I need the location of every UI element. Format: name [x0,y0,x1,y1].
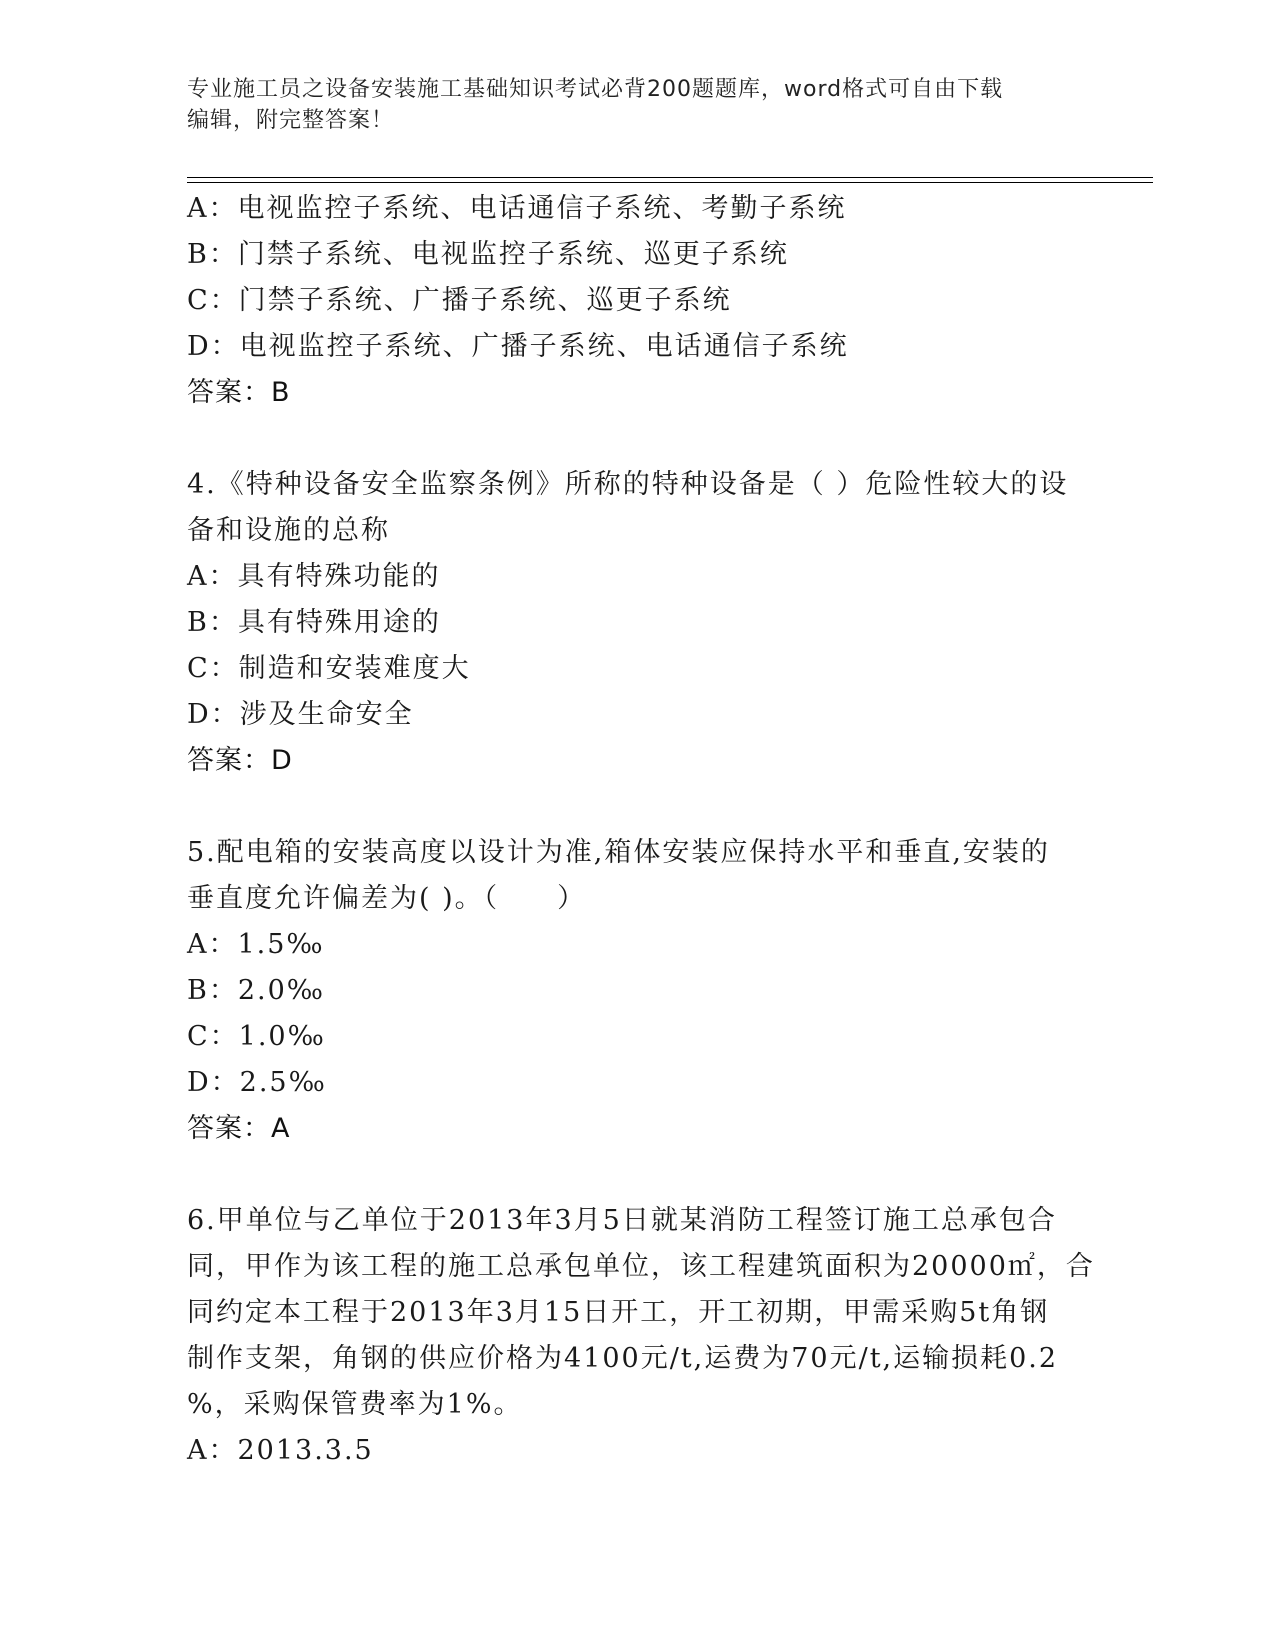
header-divider-bottom [187,182,1153,183]
q5-stem-line-1: 5.配电箱的安装高度以设计为准,箱体安装应保持水平和垂直,安装的 [187,837,1050,868]
q4-option-c: C：制造和安装难度大 [187,653,471,684]
q5-stem-line-2: 垂直度允许偏差为( )。（ ） [187,883,587,914]
q5-answer: 答案：A [187,1113,291,1144]
spacer [187,784,1087,830]
question-4 [187,462,1087,784]
question-6 [187,1198,1095,1474]
q5-option-d: D：2.5‰ [187,1067,327,1098]
document-header [187,74,1087,136]
header-title-line-2: 编辑，附完整答案！ [187,108,395,133]
question-5 [187,830,1087,1152]
q3-option-b: B：门禁子系统、电视监控子系统、巡更子系统 [187,239,789,270]
q5-option-c: C：1.0‰ [187,1021,326,1052]
q6-stem-line-2: 同，甲作为该工程的施工总承包单位，该工程建筑面积为20000㎡，合 [187,1251,1095,1282]
q4-answer: 答案：D [187,745,293,776]
spacer [187,416,1087,462]
spacer [187,1152,1087,1198]
q3-answer: 答案：B [187,377,291,408]
q4-option-b: B：具有特殊用途的 [187,607,441,638]
q4-stem-line-2: 备和设施的总称 [187,515,390,546]
q5-option-a: A：1.5‰ [187,929,325,960]
q6-option-a: A：2013.3.5 [187,1435,374,1466]
q5-option-b: B：2.0‰ [187,975,326,1006]
q4-option-a: A：具有特殊功能的 [187,561,441,592]
q3-option-d: D：电视监控子系统、广播子系统、电话通信子系统 [187,331,849,362]
q6-stem-line-5: %，采购保管费率为1%。 [187,1389,523,1420]
q6-stem-line-1: 6.甲单位与乙单位于2013年3月5日就某消防工程签订施工总承包合 [187,1205,1057,1236]
q3-option-c: C：门禁子系统、广播子系统、巡更子系统 [187,285,732,316]
q3-option-a: A：电视监控子系统、电话通信子系统、考勤子系统 [187,193,847,224]
question-list [187,186,1095,1474]
header-title-line-1: 专业施工员之设备安装施工基础知识考试必背200题题库，word格式可自由下载 [187,77,1004,102]
q4-stem-line-1: 4.《特种设备安全监察条例》所称的特种设备是（ ）危险性较大的设 [187,469,1069,500]
q6-stem-line-3: 同约定本工程于2013年3月15日开工，开工初期，甲需采购5t角钢 [187,1297,1050,1328]
q4-option-d: D：涉及生命安全 [187,699,414,730]
header-divider-top [187,177,1153,178]
q6-stem-line-4: 制作支架，角钢的供应价格为4100元/t,运费为70元/t,运输损耗0.2 [187,1343,1059,1374]
question-3-options [187,186,1087,416]
